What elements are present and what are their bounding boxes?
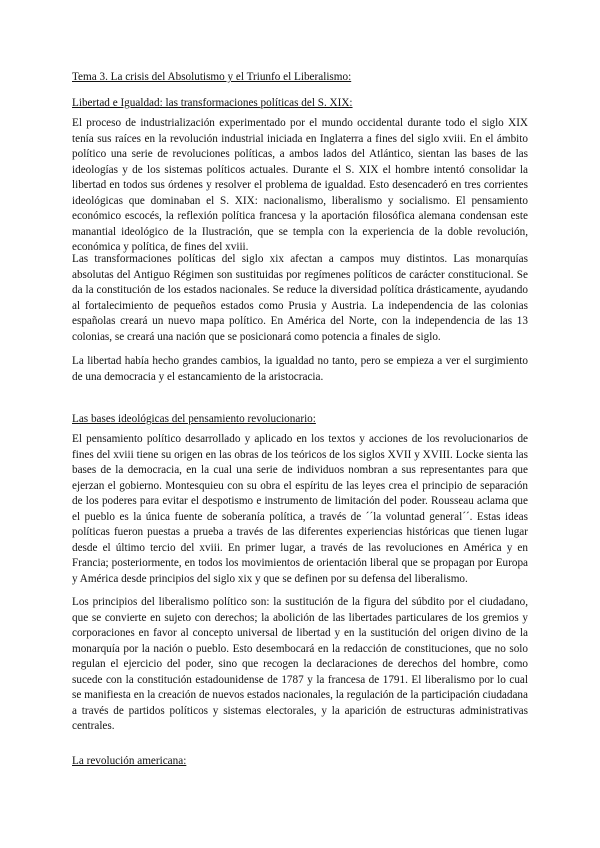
section-heading: Las bases ideológicas del pensamiento revolucionario: [72, 413, 316, 425]
paragraph: El proceso de industrialización experimentado por el mundo occidental durante todo el siglo XIX tenía sus raíces en la revolución industrial iniciada en Inglaterra a fines del siglo xviii. En el ámbito político una serie de revoluciones políticas, a ambos lados del Atlántico, sientan las bases de las ideologías y de los sistemas políticos actuales. Durante el S. XIX el hombre intentó consolidar la libertad en todos sus órdenes y resolver el problema de igualdad. Esto desencaderó en tres corrientes ideológicas que dominaban el S. XIX: nacionalismo, liberalismo y socialismo. El pensamiento económico escocés, la reflexión política francesa y la aportación filosófica alemana condensan este manantial ideológico de la Ilustración, que se templa con la experiencia de la doble revolución, económica y política, de fines del xviii. [72, 117, 528, 253]
paragraph: El pensamiento político desarrollado y aplicado en los textos y acciones de los revolucionarios de fines del xviii tiene su origen en las obras de los teóricos de los siglos XVII y XVIII. Locke sienta las bases de la democracia, en la cual una serie de individuos nombran a sus representantes para que ejerzan el gobierno. Montesquieu con su obra el espíritu de las leyes crea el principio de separación de los poderes para evitar el despotismo e instrumento de limitación del poder. Rousseau aclama que el pueblo es la única fuente de soberanía política, a través de ´´la voluntad general´´. Estas ideas políticas fueron puestas a prueba a través de las diferentes experiencias históricas que tienen lugar desde el último tercio del xviii. En primer lugar, a través de las revoluciones en América y en Francia; posteriormente, en todos los movimientos de orientación liberal que se propagan por Europa y América desde principios del siglo xix y que se definen por su defensa del liberalismo. [72, 433, 528, 585]
paragraph: La libertad había hecho grandes cambios, la igualdad no tanto, pero se empieza a ver el surgimiento de una democracia y el estancamiento de la aristocracia. [72, 355, 528, 383]
paragraph: Las transformaciones políticas del siglo xix afectan a campos muy distintos. Las monarquías absolutas del Antiguo Régimen son sustituidas por regímenes políticos de carácter constitucional. Se da la constitución de los estados nacionales. Se reduce la diversidad política drásticamente, ayudando al fortalecimiento de pequeños estados como Prusia y Austria. La independencia de las colonias españolas creará un nuevo mapa político. En América del Norte, con la independencia de las 13 colonias, se creará una nación que se posicionará como potencia a finales de siglo. [72, 253, 528, 343]
section-heading: Libertad e Igualdad: las transformaciones políticas del S. XIX: [72, 97, 353, 109]
paragraph: Los principios del liberalismo político son: la sustitución de la figura del súbdito por el ciudadano, que se convierte en sujeto con derechos; la abolición de las libertades particulares de los gremios y corporaciones en favor al concepto universal de libertad y en la sustitución del origen divino de la monarquía por la nación o pueblo. Esto desembocará en la redacción de constituciones, que no solo regulan el ejercicio del poder, sino que recogen la declaraciones de derechos del hombre, como sucede con la constitución estadounidense de 1787 y la francesa de 1791. El liberalismo por lo cual se manifiesta en la creación de nuevos estados nacionales, la regulación de la participación ciudadana a través de partidos políticos y sistemas electorales, y la aparición de estructuras administrativas centrales. [72, 596, 528, 732]
document-title: Tema 3. La crisis del Absolutismo y el Triunfo el Liberalismo: [72, 71, 352, 83]
section-heading: La revolución americana: [72, 755, 187, 767]
